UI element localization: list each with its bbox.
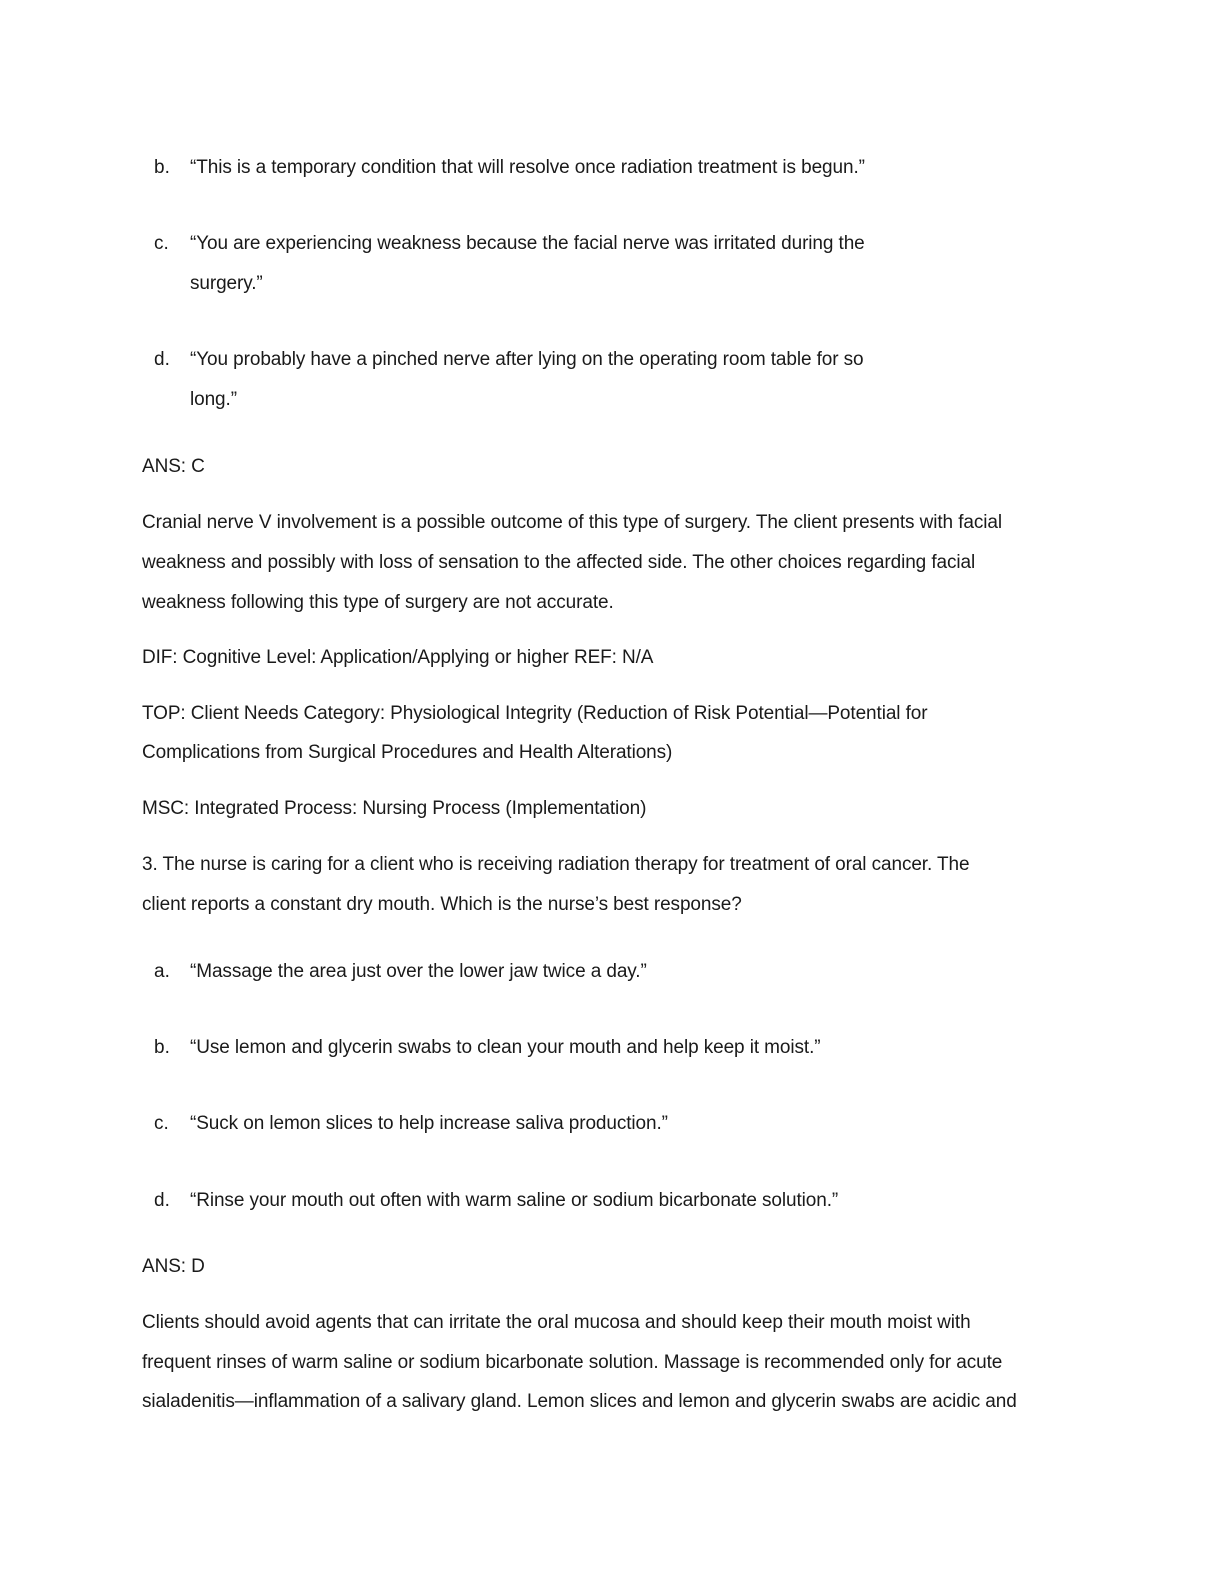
q3-option-b-text: “Use lemon and glycerin swabs to clean your mouth and help keep it moist.” [190, 1037, 821, 1058]
q2-option-d-text-line1: “You probably have a pinched nerve after lying on the operating room table for so [190, 349, 864, 370]
q3-option-c-text: “Suck on lemon slices to help increase saliva production.” [190, 1113, 668, 1134]
q3-option-c-letter: c. [154, 1113, 169, 1134]
q3-option-a-letter: a. [154, 961, 170, 982]
q3-rationale-line3: sialadenitis—inflammation of a salivary gland. Lemon slices and lemon and glycerin swabs are acidic and [142, 1391, 1017, 1412]
q2-rationale-line1: Cranial nerve V involvement is a possible outcome of this type of surgery. The client presents with facial [142, 512, 1002, 533]
q3-option-b-letter: b. [154, 1037, 170, 1058]
q3-option-d-text: “Rinse your mouth out often with warm saline or sodium bicarbonate solution.” [190, 1190, 839, 1211]
q2-dif: DIF: Cognitive Level: Application/Applying or higher REF: N/A [142, 647, 654, 668]
q2-top-line1: TOP: Client Needs Category: Physiological Integrity (Reduction of Risk Potential—Potential for [142, 703, 928, 724]
q3-rationale-line2: frequent rinses of warm saline or sodium bicarbonate solution. Massage is recommended only for acute [142, 1352, 1003, 1373]
q2-rationale-line3: weakness following this type of surgery are not accurate. [142, 592, 614, 613]
q2-msc: MSC: Integrated Process: Nursing Process (Implementation) [142, 798, 647, 819]
q2-top-line2: Complications from Surgical Procedures and Health Alterations) [142, 742, 673, 763]
q3-answer: ANS: D [142, 1256, 205, 1277]
q2-option-d-text-line2: long.” [190, 389, 237, 410]
q2-option-c-letter: c. [154, 233, 169, 254]
q2-option-d-letter: d. [154, 349, 170, 370]
q2-option-c-text-line1: “You are experiencing weakness because the facial nerve was irritated during the [190, 233, 865, 254]
q3-rationale-line1: Clients should avoid agents that can irritate the oral mucosa and should keep their mouth moist with [142, 1312, 971, 1333]
q3-stem-line1: 3. The nurse is caring for a client who is receiving radiation therapy for treatment of oral cancer. The [142, 854, 970, 875]
q3-option-d-letter: d. [154, 1190, 170, 1211]
q2-rationale-line2: weakness and possibly with loss of sensation to the affected side. The other choices regarding facial [142, 552, 976, 573]
q3-option-a-text: “Massage the area just over the lower jaw twice a day.” [190, 961, 647, 982]
q2-option-b-text: “This is a temporary condition that will resolve once radiation treatment is begun.” [190, 157, 865, 178]
q2-option-c-text-line2: surgery.” [190, 273, 263, 294]
q2-option-b-letter: b. [154, 157, 170, 178]
q3-stem-line2: client reports a constant dry mouth. Which is the nurse’s best response? [142, 894, 742, 915]
q2-answer: ANS: C [142, 456, 205, 477]
